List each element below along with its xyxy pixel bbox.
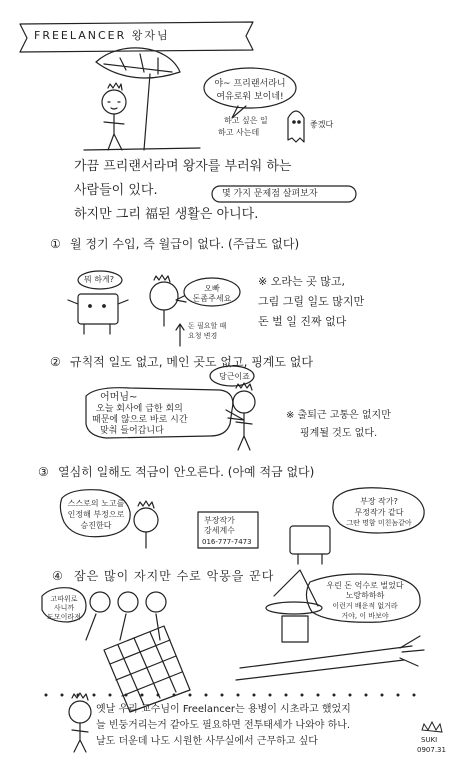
- section1-heading: 월 정기 수입, 즉 월급이 없다. (주급도 없다): [70, 237, 300, 251]
- closing-line1: 옛날 우리 교수님이 Freelancer는 용병이 시초라고 했었지: [96, 704, 351, 715]
- business-card-line2: 강세계수: [204, 526, 235, 535]
- leaf-drawing: [96, 48, 180, 78]
- section1-bubble-left: 뭐 하게?: [84, 275, 114, 284]
- section4-heading: 잠은 많이 자지만 수로 악몽을 꾼다: [74, 569, 275, 583]
- closing-line2: 늘 빈둥거리는거 같아도 필요하면 전투태세가 나와야 하나.: [96, 720, 351, 731]
- section4-number: ④: [52, 569, 63, 583]
- prince-head: [102, 90, 126, 114]
- section2-bubble-line4: 맞춰 들어갑니다: [100, 426, 164, 436]
- section3-number: ③: [38, 465, 49, 479]
- intro-bubble-line2: 여유로워 보이네!: [216, 92, 284, 102]
- section4-bubble-right-2: 노랑하하하: [345, 591, 385, 600]
- intro-main-line2a: 사람들이 있다.: [74, 183, 158, 198]
- section1-bubble-right-2: 돈좀주세요: [192, 294, 232, 303]
- section3-bubble-left-1: 스스로의 노고를: [67, 499, 125, 508]
- prince-head-s2: [233, 391, 255, 413]
- prince-head-closing: [69, 701, 91, 723]
- section4-bubble-left-2: 사니까: [53, 604, 75, 612]
- section3-bubble-left-2: 인정해 부정으로: [67, 510, 125, 519]
- title-banner-text: FREELANCER 왕자님: [34, 29, 170, 42]
- intro-main-line3: 하지만 그리 福된 생활은 아니다.: [74, 207, 259, 222]
- business-card-line1: 부장작가: [204, 516, 235, 525]
- intro-bubble-line1: 야~ 프리랜서라니: [214, 79, 286, 89]
- signature-name: SUKI: [421, 736, 438, 744]
- section2-note-line2: 핑계될 것도 없다.: [300, 428, 378, 439]
- intro-note-box-text: 몇 가지 문제점 살펴보자: [222, 189, 318, 199]
- section1-arrow-note-1: 돈 필요할 때: [188, 322, 227, 330]
- section2-note-line1: ※ 출퇴근 고통은 없지만: [286, 410, 391, 421]
- prince-head-s1: [150, 282, 178, 310]
- section1-number: ①: [50, 237, 61, 251]
- section4-bubble-right-1: 우린 돈 억수로 벌었다: [326, 581, 404, 590]
- section3-bubble-left-3: 승진한다: [80, 521, 112, 530]
- business-card-line3: 016-777-7473: [202, 538, 252, 546]
- section1-bubble-right-1: 오빠: [204, 284, 220, 293]
- section4-bubble-left-1: 고따위로: [50, 595, 78, 603]
- section4-bubble-right-3: 이런거 배운적 없거라: [332, 602, 398, 610]
- section2-bubble-line1: 어머님~: [100, 392, 138, 403]
- signature-date: 0907.31: [417, 746, 446, 754]
- intro-side-line2: 하고 사는데: [218, 128, 260, 137]
- section3-bubble-right-2: 무정작가 같다: [354, 508, 404, 517]
- section3-heading: 열심히 일해도 적금이 안오른다. (아예 적금 없다): [58, 465, 315, 479]
- section2-bubble-line3: 때문에 않으로 바로 시간: [92, 415, 188, 425]
- intro-side-line1: 하고 싶은 일: [224, 116, 268, 125]
- box-character-3: [290, 526, 330, 554]
- section1-arrow-note-2: 요청 변경: [188, 332, 218, 340]
- box-character-1: [78, 294, 118, 324]
- ghost-figure: [288, 111, 304, 142]
- section3-bubble-right-3: 그딴 명함 미친놈같아: [346, 519, 412, 527]
- section4-bubble-left-3: 도모이라져: [47, 613, 81, 621]
- section2-number: ②: [50, 355, 61, 369]
- section2-bubble-line2: 오늘 회사에 급한 회의: [96, 404, 183, 414]
- section2-heading: 규칙적 일도 없고, 메인 곳도 없고, 핑계도 없다: [70, 355, 313, 369]
- section1-note-line1: ※ 오라는 곳 많고,: [258, 275, 345, 288]
- closing-line3: 날도 더운데 나도 시원한 사무실에서 근무하고 싶다: [96, 736, 318, 747]
- intro-main-line1: 가끔 프리랜서라며 왕자를 부러워 하는: [74, 159, 292, 174]
- section1-note-line2: 그림 그릴 일도 많지만: [258, 295, 365, 308]
- prince-head-s3: [134, 508, 158, 532]
- section1-note-line3: 돈 벌 일 진짜 없다: [258, 315, 347, 328]
- section4-bubble-right-4: 거야, 이 바보야: [341, 612, 389, 620]
- section2-tag: 당근이죠: [219, 372, 250, 381]
- intro-side-line3: 좋겠다: [310, 120, 334, 129]
- section3-bubble-right-1: 부장 작가?: [360, 497, 398, 506]
